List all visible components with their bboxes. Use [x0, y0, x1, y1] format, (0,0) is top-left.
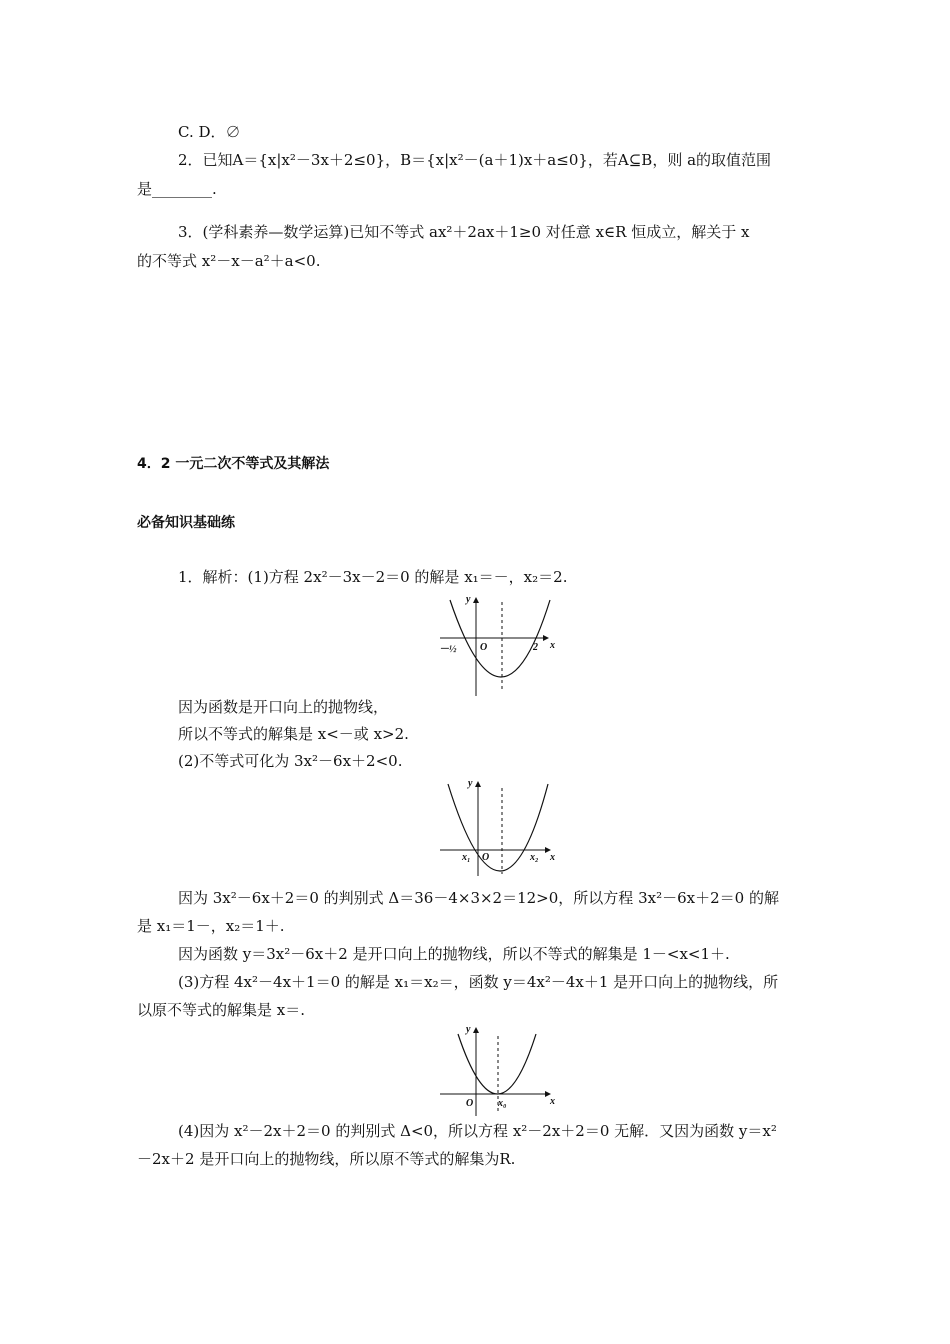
solution-1-line-2: 因为函数是开口向上的抛物线，	[178, 698, 389, 716]
x-axis-label: x	[550, 1096, 555, 1107]
question-2-line-2: 是________.	[137, 180, 217, 198]
solution-2-line-2: 因为 3x²－6x＋2＝0 的判别式 Δ＝36－4×3×2＝12>0，所以方程 3x²－6x＋2＝0 的解	[178, 889, 779, 907]
graph-2	[432, 776, 562, 878]
solution-1-line-3: 所以不等式的解集是 x<－或 x>2.	[178, 725, 409, 743]
y-axis-label: y	[466, 594, 471, 605]
choice-c-d: C. D．∅	[178, 123, 241, 141]
y-axis-label: y	[468, 778, 473, 789]
solution-1-line-1: 1．解析：(1)方程 2x²－3x－2＝0 的解是 x₁＝－，x₂＝2.	[178, 568, 568, 586]
graph-1	[432, 592, 562, 700]
y-axis-label: y	[466, 1024, 471, 1035]
solution-2-line-4: 因为函数 y＝3x²－6x＋2 是开口向上的抛物线，所以不等式的解集是 1－<x<1＋.	[178, 945, 730, 963]
section-subtitle: 必备知识基础练	[137, 515, 235, 531]
solution-3-line-1: (3)方程 4x²－4x＋1＝0 的解是 x₁＝x₂＝，函数 y＝4x²－4x＋1 是开口向上的抛物线，所	[178, 973, 779, 991]
question-3-line-2: 的不等式 x²－x－a²＋a<0.	[137, 252, 321, 270]
origin-label: O	[482, 852, 490, 863]
root-right-label: 2	[533, 642, 538, 653]
question-2-line-1: 2．已知A＝{x|x²－3x＋2≤0}，B＝{x|x²－(a＋1)x＋a≤0}，若A⊆B，则 a的取值范围	[178, 151, 772, 169]
root-left-label: －½	[439, 644, 457, 655]
solution-3-line-2: 以原不等式的解集是 x＝.	[137, 1001, 305, 1019]
root-left-label: x₁	[462, 852, 471, 863]
solution-2-line-1: (2)不等式可化为 3x²－6x＋2<0.	[178, 752, 403, 770]
x-axis-label: x	[550, 852, 555, 863]
root-label: x₀	[498, 1098, 507, 1109]
solution-4-line-2: －2x＋2 是开口向上的抛物线，所以原不等式的解集为R.	[137, 1150, 516, 1168]
parabola	[458, 1034, 536, 1094]
root-right-label: x₂	[530, 852, 539, 863]
solution-2-line-3: 是 x₁＝1－，x₂＝1＋.	[137, 917, 285, 935]
origin-label: O	[466, 1098, 474, 1109]
solution-4-line-1: (4)因为 x²－2x＋2＝0 的判别式 Δ<0，所以方程 x²－2x＋2＝0 无解．又因为函数 y＝x²	[178, 1122, 777, 1140]
origin-label: O	[480, 642, 488, 653]
x-axis-label: x	[550, 640, 555, 651]
section-title: 4．2 一元二次不等式及其解法	[137, 456, 330, 472]
graph-3	[432, 1022, 562, 1118]
question-3-line-1: 3．(学科素养—数学运算)已知不等式 ax²＋2ax＋1≥0 对任意 x∈R 恒成立，解关于 x	[178, 223, 750, 241]
